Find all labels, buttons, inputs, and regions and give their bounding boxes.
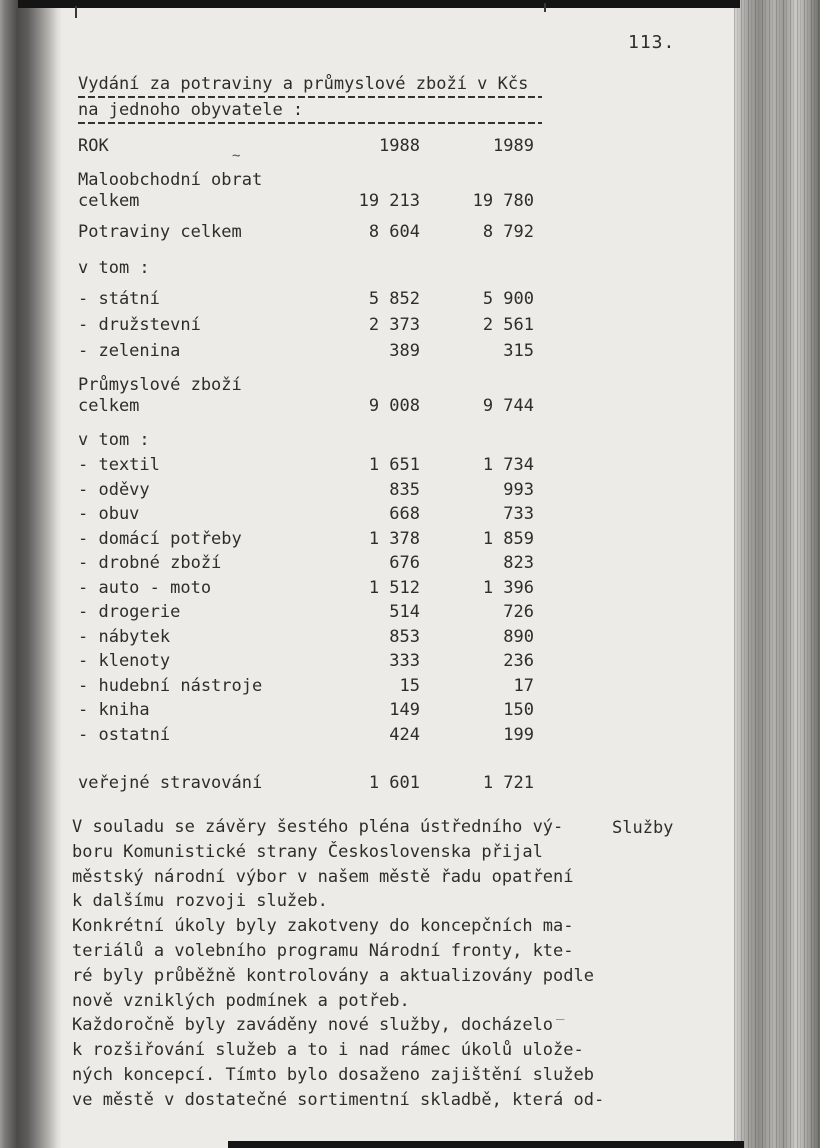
table-row: Průmyslové zboží (78, 375, 242, 395)
table-row: - obuv 668 733 (78, 504, 534, 524)
table-row: - zelenina 389 315 (78, 341, 534, 361)
table-row: celkem 9 008 9 744 (78, 396, 534, 416)
table-header-row (78, 136, 538, 162)
table-section-row: v tom : (78, 258, 150, 278)
body-line: nově vzniklých podmínek a potřeb. (72, 990, 410, 1011)
table-row: celkem 19 213 19 780 (78, 191, 534, 211)
title-line-2: na jednoho obyvatele : (78, 100, 542, 124)
scan-artifact: _ (556, 1004, 565, 1020)
body-line: městský národní výbor v našem městě řadu opatření (72, 866, 574, 887)
table-row: - klenoty 333 236 (78, 651, 534, 671)
scan-artifact (544, 3, 546, 12)
body-line: boru Komunistické strany Československa přijal (72, 841, 543, 862)
table-row: veřejné stravování 1 601 1 721 (78, 773, 534, 793)
table-row: - drobné zboží 676 823 (78, 553, 534, 573)
scan-top-bar (18, 0, 740, 8)
table-row: - státní 5 852 5 900 (78, 289, 534, 309)
year-header-label: ROK (78, 136, 109, 156)
scan-artifact: ~ (232, 148, 241, 164)
body-line: V souladu se závěry šestého pléna ústředního vý- (72, 817, 564, 837)
table-row: - družstevní 2 373 2 561 (78, 315, 534, 335)
body-line: ré byly průběžně kontrolovány a aktualizovány podle (72, 965, 594, 986)
table-row: Potraviny celkem 8 604 8 792 (78, 222, 534, 242)
scan-right-binding-edge (734, 0, 820, 1148)
table-row: - textil 1 651 1 734 (78, 455, 534, 475)
scan-bottom-bar (228, 1141, 744, 1148)
margin-note: Služby (612, 818, 674, 838)
table-row: - kniha 149 150 (78, 700, 534, 720)
body-paragraphs (72, 817, 632, 1115)
year-1989-header: 1989 (493, 136, 534, 156)
scan-artifact (75, 6, 77, 18)
table-row: - domácí potřeby 1 378 1 859 (78, 528, 534, 549)
expenditure-table (78, 136, 538, 799)
table-row: - drogerie 514 726 (78, 602, 534, 622)
document-title (78, 74, 542, 126)
page-number: 113. (628, 32, 676, 53)
body-line: k dalšímu rozvoji služeb. (72, 891, 328, 912)
table-row: - hudební nástroje 15 17 (78, 675, 534, 696)
body-line: ných koncepcí. Tímto bylo dosaženo zajištění služeb (72, 1064, 594, 1085)
table-row: - nábytek 853 890 (78, 626, 534, 647)
scan-left-edge (0, 0, 62, 1148)
body-line: ve městě v dostatečné sortimentní skladbě, která od- (72, 1089, 605, 1110)
year-1988-header: 1988 (379, 136, 420, 156)
body-line: teriálů a volebního programu Národní fronty, kte- (72, 940, 574, 961)
table-section-row: v tom : (78, 430, 150, 450)
title-line-1: Vydání za potraviny a průmyslové zboží v Kčs (78, 74, 542, 98)
body-line: Každoročně byly zaváděny nové služby, docházelo (72, 1015, 554, 1036)
body-line: k rozšiřování služeb a to i nad rámec úkolů ulože- (72, 1040, 584, 1061)
table-row: Maloobchodní obrat (78, 170, 263, 190)
table-row: - oděvy 835 993 (78, 479, 534, 500)
table-row: - auto - moto 1 512 1 396 (78, 577, 534, 598)
table-row: - ostatní 424 199 (78, 724, 534, 745)
body-line: Konkrétní úkoly byly zakotveny do koncepčních ma- (72, 916, 574, 937)
